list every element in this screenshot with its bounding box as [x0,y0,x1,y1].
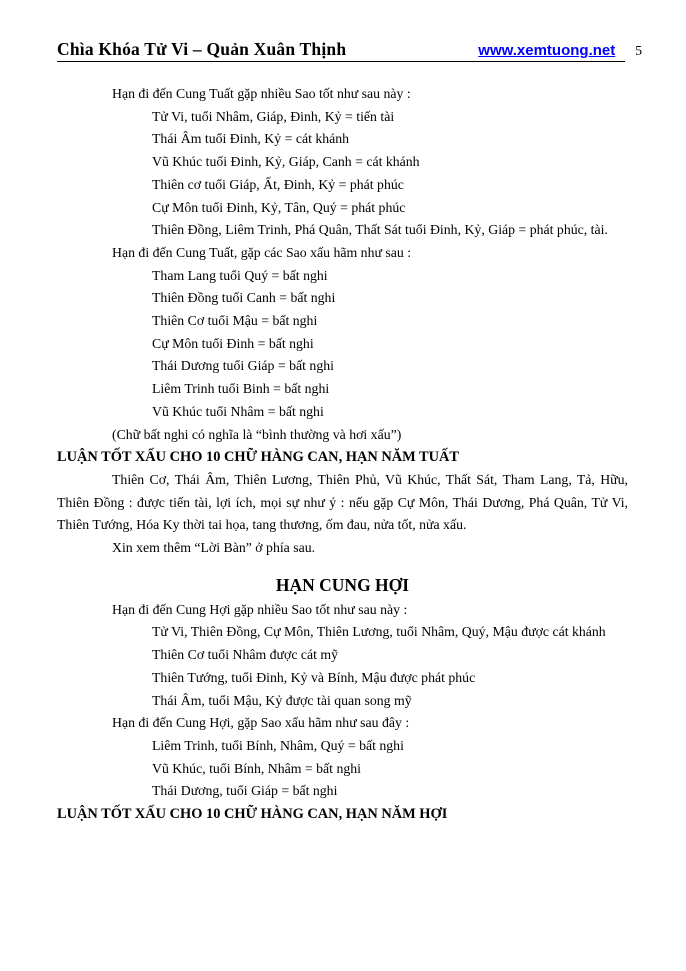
header-divider [57,61,625,62]
paragraph: Vũ Khúc, tuổi Bính, Nhâm = bất nghi [152,760,361,776]
paragraph: Thái Dương tuổi Giáp = bất nghi [152,358,334,374]
paragraph: Thiên cơ tuổi Giáp, Ất, Đinh, Kỷ = phát phúc [152,176,404,192]
paragraph: Thiên Cơ tuổi Mậu = bất nghi [152,313,318,329]
paragraph: Vũ Khúc tuổi Đinh, Kỷ, Giáp, Canh = cát khánh [152,154,420,170]
section-heading: LUẬN TỐT XẤU CHO 10 CHỮ HÀNG CAN, HẠN NĂM HỢI [57,806,448,823]
paragraph: Thiên Cơ tuổi Nhâm được cát mỹ [152,647,339,663]
paragraph: Hạn đi đến Cung Hợi, gặp Sao xấu hãm như sau đây : [112,715,410,731]
paragraph: Thái Âm, tuổi Mậu, Kỷ được tài quan song mỹ [152,692,412,708]
book-title: Chìa Khóa Tử Vi – Quản Xuân Thịnh [57,39,347,59]
paragraph: Thiên Đồng, Liêm Trinh, Phá Quân, Thất Sát tuổi Đinh, Kỷ, Giáp = phát phúc, tài. [152,222,608,238]
paragraph: Thiên Đồng tuổi Canh = bất nghi [152,290,336,306]
paragraph: (Chữ bất nghi có nghĩa là “bình thường và hơi xấu”) [112,426,402,442]
paragraph: Cự Môn tuổi Đinh, Kỷ, Tân, Quý = phát phúc [152,199,406,215]
website-link[interactable]: www.xemtuong.net [478,42,616,59]
paragraph: Thái Dương, tuổi Giáp = bất nghi [152,783,338,799]
document-body [57,83,628,826]
paragraph: Vũ Khúc tuổi Nhâm = bất nghi [152,403,324,419]
paragraph: Tử Vi, tuổi Nhâm, Giáp, Đinh, Kỷ = tiến tài [152,108,395,124]
paragraph: Hạn đi đến Cung Tuất gặp nhiều Sao tốt như sau này : [112,86,411,101]
paragraph: Thái Âm tuổi Đinh, Kỷ = cát khánh [152,131,350,147]
section-heading: LUẬN TỐT XẤU CHO 10 CHỮ HÀNG CAN, HẠN NĂM TUẤT [57,449,460,466]
paragraph: Hạn đi đến Cung Tuất, gặp các Sao xấu hãm như sau : [112,244,412,260]
paragraph: Tử Vi, Thiên Đồng, Cự Môn, Thiên Lương, tuổi Nhâm, Quý, Mậu được cát khánh [152,624,606,640]
paragraph: Tham Lang tuổi Quý = bất nghi [152,267,328,283]
paragraph: Liêm Trinh tuổi Binh = bất nghi [152,381,330,397]
chapter-title: HẠN CUNG HỢI [275,574,410,595]
paragraph: Cự Môn tuổi Đinh = bất nghi [152,335,314,351]
page-number: 5 [635,43,642,58]
paragraph: Xin xem thêm “Lời Bàn” ở phía sau. [112,540,316,556]
paragraph: Hạn đi đến Cung Hợi gặp nhiều Sao tốt như sau này : [112,601,408,617]
paragraph: Liêm Trinh, tuổi Bính, Nhâm, Quý = bất nghi [152,737,404,753]
paragraph: Thiên Cơ, Thái Âm, Thiên Lương, Thiên Phủ, Vũ Khúc, Thất Sát, Tham Lang, Tả, Hữu, Thiên Đồng : được tiến tài, lợi ích, mọi sự như ý : nếu gặp Cự Môn, Thái Dương, Phá Quân, Tử Vi, Thiên Tướng, Hóa Ky thời tai họa, tang thương, ốm đau, nửa tốt, nửa xấu. [57,471,628,533]
page-header [57,39,642,60]
paragraph: Thiên Tướng, tuổi Đinh, Kỷ và Bính, Mậu được phát phúc [152,669,476,685]
